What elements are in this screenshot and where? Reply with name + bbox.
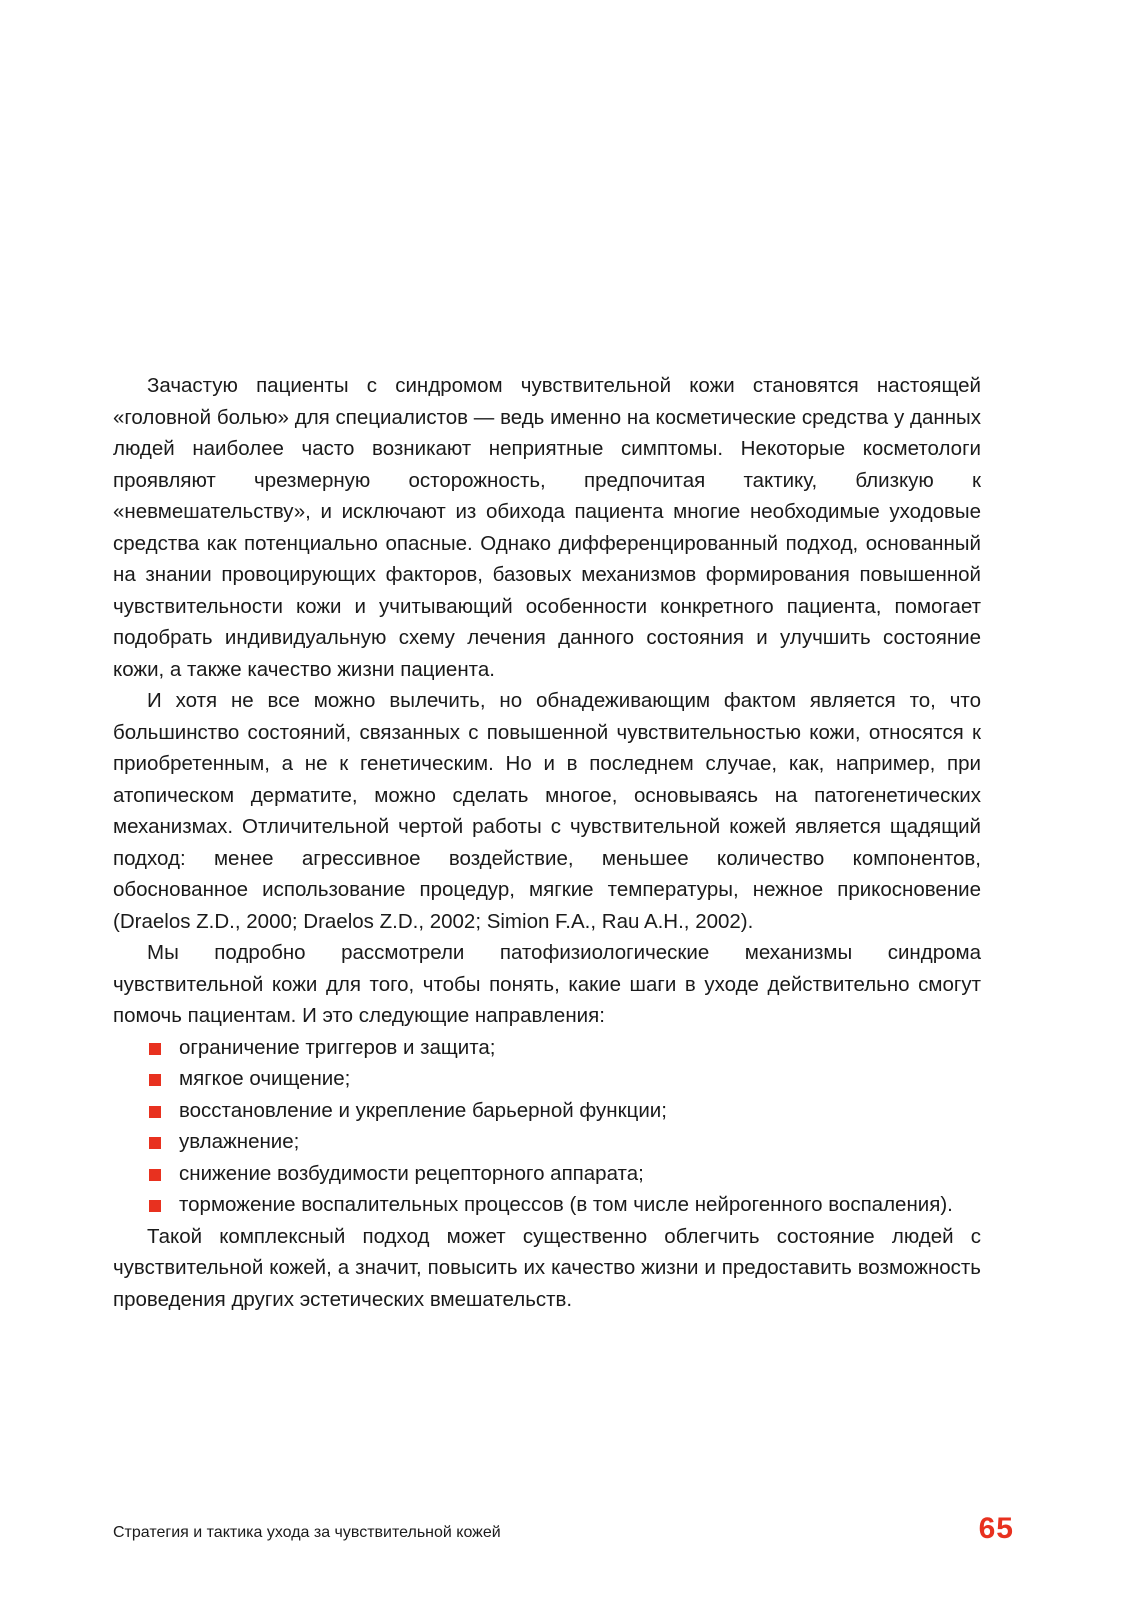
closing-paragraph: Такой комплексный подход может существенно облегчить состояние людей с чувствительной кожей, а значит, повысить их качество жизни и предоставить возможность проведения других эстетических вмешательств. bbox=[113, 1224, 981, 1311]
square-bullet-icon bbox=[149, 1043, 161, 1055]
paragraph-1: Зачастую пациенты с синдромом чувствительной кожи становятся настоящей «головной болью» для специалистов — ведь именно на косметические средства у данных людей наиболее часто возникают неприятные симптомы. Некоторые косметологи проявляют чрезмерную осторожность, предпочитая тактику, близкую к «невмешательству», и исключают из обихода пациента многие необходимые уходовые средства как потенциально опасные. Однако дифференцированный подход, основанный на знании провоцирующих факторов, базовых механизмов формирования повышенной чувствительности кожи и учитывающий особенности конкретного пациента, помогает подобрать индивидуальную схему лечения данного состояния и улучшить состояние кожи, а также качество жизни пациента. bbox=[113, 374, 981, 681]
list-item-text: мягкое очищение; bbox=[179, 1067, 351, 1090]
list-item-text: снижение возбудимости рецепторного аппарата; bbox=[179, 1161, 644, 1185]
running-footer-title: Стратегия и тактика ухода за чувствительной кожей bbox=[113, 1524, 501, 1541]
paragraph-2: И хотя не все можно вылечить, но обнадеживающим фактом является то, что большинство состояний, связанных с повышенной чувствительностью кожи, относятся к приобретенным, а не к генетическим. Но и в последнем случае, как, например, при атопическом дерматите, можно сделать многое, основываясь на патогенетических механизмах. Отличительной чертой работы с чувствительной кожей является щадящий подход: менее агрессивное воздействие, меньшее количество компонентов, обоснованное использование процедур, мягкие температуры, нежное прикосновение (Draelos Z.D., 2000; Draelos Z.D., 2002; Simion F.A., Rau A.H., 2002). bbox=[113, 689, 981, 933]
list-item bbox=[113, 1032, 981, 1064]
square-bullet-icon bbox=[149, 1074, 161, 1086]
list-item bbox=[113, 1063, 981, 1095]
square-bullet-icon bbox=[149, 1137, 161, 1149]
list-item-text: восстановление и укрепление барьерной функции; bbox=[179, 1098, 667, 1122]
page-number: 65 bbox=[978, 1512, 1014, 1545]
list-item-text: ограничение триггеров и защита; bbox=[179, 1035, 496, 1059]
square-bullet-icon bbox=[149, 1169, 161, 1181]
list-item bbox=[113, 1095, 981, 1127]
list-item bbox=[113, 1126, 981, 1158]
directions-list bbox=[113, 1032, 981, 1221]
square-bullet-icon bbox=[149, 1200, 161, 1212]
list-item bbox=[113, 1158, 981, 1190]
list-item-text: увлажнение; bbox=[179, 1130, 300, 1153]
list-item bbox=[113, 1189, 981, 1221]
list-item-text: торможение воспалительных процессов (в том числе нейрогенного воспаления). bbox=[179, 1193, 953, 1216]
paragraph-3: Мы подробно рассмотрели патофизиологические механизмы синдрома чувствительной кожи для того, чтобы понять, какие шаги в уходе действительно смогут помочь пациентам. И это следующие направления: bbox=[113, 941, 981, 1027]
page-body bbox=[113, 370, 981, 1315]
square-bullet-icon bbox=[149, 1106, 161, 1118]
